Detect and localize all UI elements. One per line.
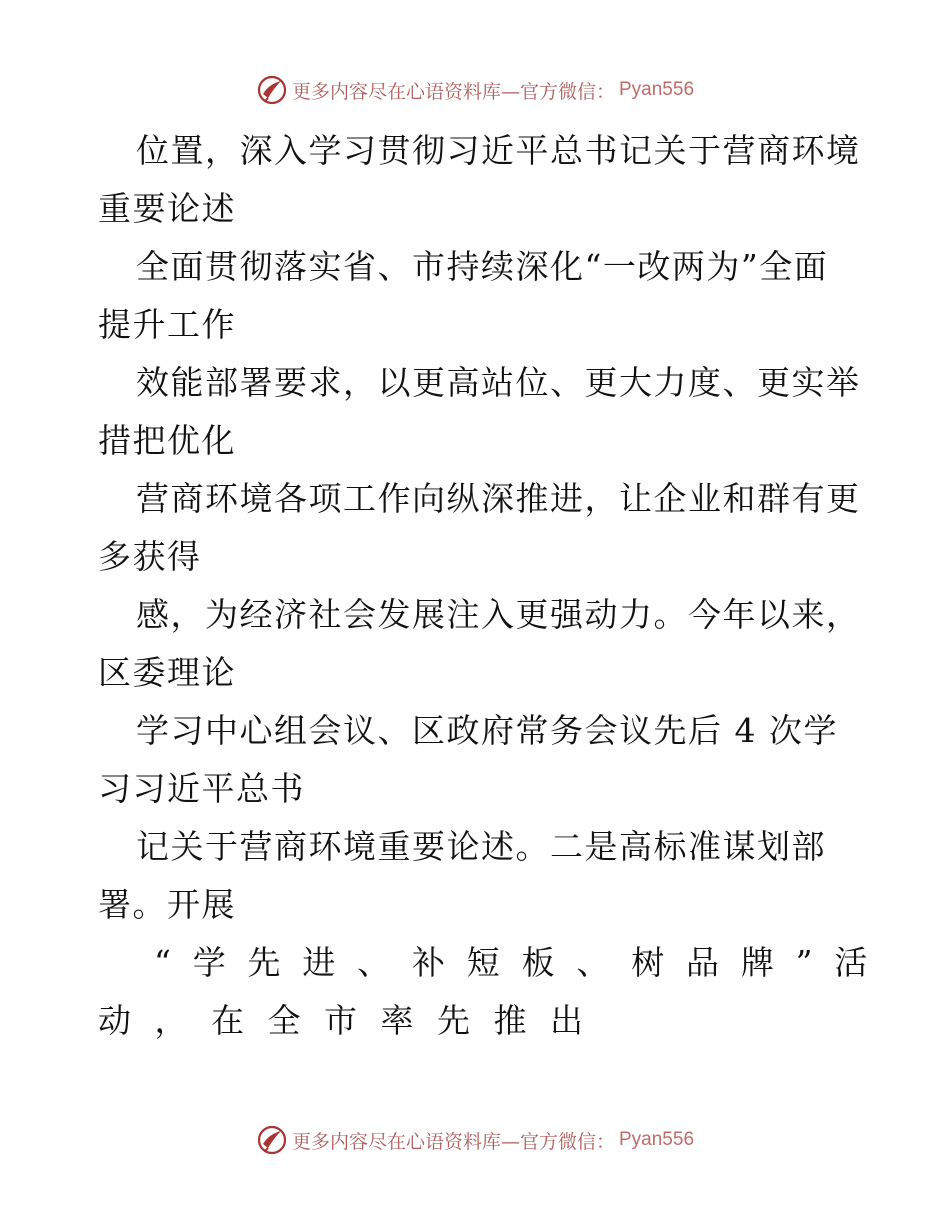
spaced-line-1-char: 进 [302,943,337,982]
body-line-7: 营商环境各项工作向纵深推进，让企业和群有更 [136,479,861,518]
spaced-line-2-char: 动 [98,1001,133,1040]
body-line-15-spaced [98,934,869,992]
spaced-line-1-char: “ [154,943,173,982]
footer-watermark-text: 更多内容尽在心语资料库—官方微信： [291,1130,615,1153]
document-body [98,122,869,1050]
spaced-line-2-char: 出 [550,1001,585,1040]
footer-watermark [0,1120,950,1160]
body-line-14: 署。开展 [98,885,236,924]
header-watermark-inner [256,74,694,106]
body-line-5: 效能部署要求，以更高站位、更大力度、更实举 [136,363,861,402]
spaced-line-1-char: 先 [247,943,282,982]
spaced-line-1-char: 补 [411,943,447,982]
spaced-line-1-char: 板 [521,943,557,982]
body-line-10: 区委理论 [98,653,236,692]
spaced-line-1-char: 树 [631,943,666,982]
pen-logo-icon [256,1124,288,1156]
spaced-line-2-char: 在 [211,1001,246,1040]
spaced-line-1-char: 、 [357,943,392,982]
body-line-11: 学习中心组会议、区政府常务会议先后 4 次学 [136,711,838,750]
spaced-line-2-char: 全 [267,1001,302,1040]
body-line-9: 感，为经济社会发展注入更强动力。今年以来， [136,595,861,634]
body-line-8: 多获得 [98,537,202,576]
body-line-2: 重要论述 [98,189,236,228]
pen-logo-icon [256,74,288,106]
spaced-line-2-char: ， [154,1001,189,1040]
spaced-line-2-char: 先 [437,1001,472,1040]
spaced-line-1-char: 学 [192,943,228,982]
spaced-line-2-char: 推 [493,1001,528,1040]
spaced-line-2-char: 率 [380,1001,415,1040]
spaced-line-2-char: 市 [324,1001,359,1040]
body-line-3: 全面贯彻落实省、市持续深化“一改两为”全面 [136,247,829,286]
body-line-12: 习习近平总书 [98,769,305,808]
spaced-line-1-char: 、 [576,943,611,982]
spaced-line-1-char: 品 [686,943,721,982]
spaced-line-1-char: 牌 [740,943,776,982]
spaced-line-1-char: 活 [834,943,869,982]
body-line-1: 位置，深入学习贯彻习近平总书记关于营商环境 [136,131,861,170]
body-line-4: 提升工作 [98,305,236,344]
body-line-16-spaced [98,992,858,1050]
footer-watermark-inner [256,1124,694,1156]
body-line-13: 记关于营商环境重要论述。二是高标准谋划部 [136,827,826,866]
footer-watermark-id: Pyan556 [619,1129,695,1150]
body-line-6: 措把优化 [98,421,236,460]
header-watermark [0,70,950,110]
header-watermark-id: Pyan556 [619,79,695,100]
header-watermark-text: 更多内容尽在心语资料库—官方微信： [291,80,615,103]
spaced-line-1-char: 短 [466,943,502,982]
spaced-line-1-char: ” [795,943,814,982]
